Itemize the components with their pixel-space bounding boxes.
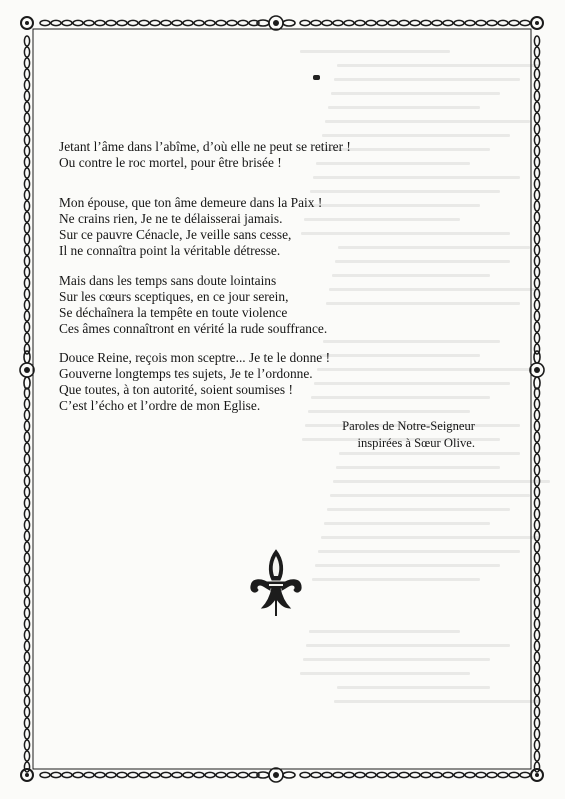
chain-link [24, 432, 29, 442]
chain-link [534, 509, 539, 519]
chain-link [205, 772, 215, 777]
ghost-line [334, 700, 540, 703]
chain-link [24, 311, 29, 321]
chain-link [62, 20, 72, 25]
chain-link [311, 20, 321, 25]
chain-link [24, 333, 29, 343]
ghost-line [330, 494, 530, 497]
medallion-leaf [24, 351, 30, 363]
chain-link [534, 608, 539, 618]
poem-line: Ne crains rien, Je ne te délaisserai jamais. [59, 211, 283, 226]
ghost-line [301, 232, 510, 235]
ghost-line [300, 50, 450, 53]
chain-link [534, 245, 539, 255]
chain-link [534, 69, 539, 79]
chain-link [534, 36, 539, 46]
chain-link [24, 751, 29, 761]
chain-link [227, 772, 237, 777]
ghost-line [327, 508, 510, 511]
chain-link [498, 20, 508, 25]
corner-knot-center [25, 773, 29, 777]
chain-link [24, 47, 29, 57]
chain-link [443, 772, 453, 777]
chain-link [476, 20, 486, 25]
chain-link [355, 20, 365, 25]
chain-link [366, 772, 376, 777]
poem-line: Gouverne longtemps tes sujets, Je te l’ordonne. [59, 366, 313, 381]
chain-link [534, 124, 539, 134]
chain-link [128, 772, 138, 777]
chain-link [216, 772, 226, 777]
chain-link [24, 157, 29, 167]
corner-knot-center [25, 21, 29, 25]
ghost-line [311, 396, 490, 399]
ink-speck [313, 75, 320, 80]
fleur-de-lis-icon [248, 548, 304, 618]
chain-link [534, 102, 539, 112]
chain-link [24, 586, 29, 596]
chain-link [534, 586, 539, 596]
chain-link [24, 179, 29, 189]
chain-link [534, 421, 539, 431]
stanza-2 [59, 195, 322, 259]
chain-link [51, 772, 61, 777]
chain-link [40, 20, 50, 25]
chain-link [534, 718, 539, 728]
chain-link [421, 20, 431, 25]
medallion-leaf [283, 772, 295, 778]
chain-link [238, 20, 248, 25]
chain-link [311, 772, 321, 777]
poem-line: Ces âmes connaîtront en vérité la rude souffrance. [59, 321, 328, 336]
chain-link [377, 772, 387, 777]
ghost-line [325, 120, 530, 123]
chain-link [520, 772, 530, 777]
medallion-leaf [24, 377, 30, 389]
chain-link [117, 772, 127, 777]
ghost-line [309, 630, 460, 633]
ghost-line [312, 578, 480, 581]
chain-link [24, 641, 29, 651]
chain-link [24, 531, 29, 541]
chain-link [24, 190, 29, 200]
chain-link [24, 223, 29, 233]
chain-link [322, 20, 332, 25]
chain-link [534, 630, 539, 640]
chain-link [24, 465, 29, 475]
ghost-line [324, 522, 490, 525]
stanza-3 [59, 273, 327, 337]
chain-link [534, 685, 539, 695]
chain-link [161, 772, 171, 777]
chain-link [24, 762, 29, 772]
chain-link [24, 58, 29, 68]
ghost-line [336, 466, 500, 469]
chain-link [24, 652, 29, 662]
chain-link [73, 20, 83, 25]
ghost-line [303, 658, 490, 661]
chain-link [509, 772, 519, 777]
chain-link [410, 20, 420, 25]
chain-link [24, 498, 29, 508]
chain-link [194, 20, 204, 25]
medallion-center [273, 772, 279, 778]
ghost-line [332, 274, 490, 277]
chain-link [534, 168, 539, 178]
chain-link [534, 740, 539, 750]
chain-link [24, 69, 29, 79]
chain-link [106, 20, 116, 25]
chain-link [24, 718, 29, 728]
poem-line: Ou contre le roc mortel, pour être brisée ! [59, 155, 282, 170]
poem-line: Sur les cœurs sceptiques, en ce jour serein, [59, 289, 289, 304]
chain-link [128, 20, 138, 25]
chain-link [534, 278, 539, 288]
chain-link [24, 520, 29, 530]
chain-link [534, 212, 539, 222]
chain-link [534, 256, 539, 266]
chain-link [24, 245, 29, 255]
poem-line: Que toutes, à ton autorité, soient soumises ! [59, 382, 293, 397]
chain-link [300, 772, 310, 777]
ghost-line [315, 564, 500, 567]
chain-link [534, 762, 539, 772]
chain-link [24, 663, 29, 673]
ghost-line [318, 550, 520, 553]
chain-link [534, 135, 539, 145]
chain-link [24, 729, 29, 739]
chain-link [432, 20, 442, 25]
chain-link [24, 410, 29, 420]
poem-line: Se déchaînera la tempête en toute violence [59, 305, 288, 320]
chain-link [24, 399, 29, 409]
chain-link [117, 20, 127, 25]
chain-link [172, 20, 182, 25]
chain-link [534, 47, 539, 57]
ghost-line [331, 92, 500, 95]
ghost-line [339, 452, 520, 455]
chain-link [24, 212, 29, 222]
chain-link [465, 772, 475, 777]
chain-link [534, 432, 539, 442]
chain-link [454, 20, 464, 25]
chain-link [24, 542, 29, 552]
chain-link [24, 322, 29, 332]
chain-link [534, 146, 539, 156]
chain-link [24, 289, 29, 299]
chain-link [534, 542, 539, 552]
chain-link [520, 20, 530, 25]
chain-link [24, 476, 29, 486]
chain-link [487, 20, 497, 25]
chain-link [183, 772, 193, 777]
ghost-line [314, 382, 510, 385]
chain-link [24, 146, 29, 156]
ghost-line [322, 134, 510, 137]
chain-link [443, 20, 453, 25]
ghost-line [320, 354, 480, 357]
chain-link [24, 740, 29, 750]
chain-link [355, 772, 365, 777]
chain-link [534, 223, 539, 233]
poem-line: Mon épouse, que ton âme demeure dans la Paix ! [59, 195, 323, 210]
medallion-center [273, 20, 279, 26]
chain-link [84, 20, 94, 25]
ghost-line [333, 480, 550, 483]
chain-link [24, 696, 29, 706]
chain-link [24, 509, 29, 519]
chain-link [139, 20, 149, 25]
chain-link [24, 564, 29, 574]
ghost-line [308, 410, 470, 413]
chain-link [534, 454, 539, 464]
chain-link [322, 772, 332, 777]
chain-link [24, 597, 29, 607]
poem-line: Douce Reine, reçois mon sceptre... Je te le donne ! [59, 350, 331, 365]
corner-knot-center [535, 773, 539, 777]
chain-link [534, 465, 539, 475]
chain-link [534, 597, 539, 607]
chain-link [205, 20, 215, 25]
chain-link [24, 113, 29, 123]
ghost-line [310, 190, 500, 193]
chain-link [476, 772, 486, 777]
chain-link [534, 641, 539, 651]
ghost-line [300, 672, 470, 675]
chain-link [95, 20, 105, 25]
chain-link [534, 113, 539, 123]
ghost-line [337, 64, 540, 67]
stanza-1 [59, 139, 351, 171]
chain-link [24, 256, 29, 266]
medallion-leaf [283, 20, 295, 26]
chain-link [534, 190, 539, 200]
chain-link [454, 772, 464, 777]
chain-link [183, 20, 193, 25]
chain-link [238, 772, 248, 777]
chain-link [24, 608, 29, 618]
chain-link [24, 102, 29, 112]
chain-link [534, 498, 539, 508]
poem-line: Sur ce pauvre Cénacle, Je veille sans cesse, [59, 227, 292, 242]
chain-link [534, 333, 539, 343]
chain-link [24, 619, 29, 629]
chain-link [24, 80, 29, 90]
chain-link [24, 630, 29, 640]
chain-link [388, 20, 398, 25]
ghost-line [337, 686, 490, 689]
medallion-center [24, 367, 30, 373]
chain-link [40, 772, 50, 777]
ghost-line [335, 260, 510, 263]
ghost-line [329, 288, 540, 291]
chain-link [366, 20, 376, 25]
chain-link [24, 685, 29, 695]
chain-link [24, 553, 29, 563]
chain-link [432, 772, 442, 777]
chain-link [216, 20, 226, 25]
chain-link [194, 772, 204, 777]
chain-link [534, 520, 539, 530]
ghost-line [304, 218, 460, 221]
chain-link [300, 20, 310, 25]
poem-line: Jetant l’âme dans l’abîme, d’où elle ne peut se retirer ! [59, 139, 351, 154]
chain-link [534, 179, 539, 189]
chain-link [534, 201, 539, 211]
chain-link [24, 454, 29, 464]
chain-link [534, 399, 539, 409]
chain-link [24, 674, 29, 684]
chain-link [534, 443, 539, 453]
chain-link [534, 300, 539, 310]
chain-link [399, 20, 409, 25]
chain-link [161, 20, 171, 25]
chain-link [534, 80, 539, 90]
chain-link [534, 234, 539, 244]
chain-link [24, 168, 29, 178]
chain-link [150, 20, 160, 25]
chain-link [24, 575, 29, 585]
ghost-line [326, 302, 520, 305]
ghost-line [321, 536, 540, 539]
chain-link [534, 91, 539, 101]
medallion-center [534, 367, 540, 373]
chain-link [73, 772, 83, 777]
chain-link [344, 20, 354, 25]
ghost-line [306, 644, 510, 647]
chain-link [24, 135, 29, 145]
chain-link [534, 322, 539, 332]
poem-line: C’est l’écho et l’ordre de mon Eglise. [59, 398, 261, 413]
chain-link [227, 20, 237, 25]
chain-link [377, 20, 387, 25]
chain-link [24, 421, 29, 431]
chain-link [51, 20, 61, 25]
chain-link [24, 707, 29, 717]
chain-link [534, 729, 539, 739]
chain-link [24, 267, 29, 277]
chain-link [534, 619, 539, 629]
corner-knot-center [535, 21, 539, 25]
chain-link [509, 20, 519, 25]
chain-link [399, 772, 409, 777]
chain-link [106, 772, 116, 777]
chain-link [534, 663, 539, 673]
chain-link [421, 772, 431, 777]
chain-link [24, 443, 29, 453]
attribution-line: inspirées à Sœur Olive. [357, 435, 475, 450]
attribution [342, 418, 475, 451]
ghost-line [323, 340, 500, 343]
chain-link [62, 772, 72, 777]
poem-line: Il ne connaîtra point la véritable détresse. [59, 243, 281, 258]
chain-link [465, 20, 475, 25]
ghost-line [313, 176, 520, 179]
chain-link [410, 772, 420, 777]
chain-link [24, 234, 29, 244]
ghost-line [328, 106, 480, 109]
chain-link [172, 772, 182, 777]
chain-link [24, 300, 29, 310]
chain-link [534, 652, 539, 662]
chain-link [24, 201, 29, 211]
chain-link [534, 553, 539, 563]
chain-link [95, 772, 105, 777]
chain-link [24, 278, 29, 288]
chain-link [84, 772, 94, 777]
chain-link [534, 487, 539, 497]
ghost-line [334, 78, 520, 81]
stanza-4 [59, 350, 330, 414]
chain-link [24, 36, 29, 46]
chain-link [534, 751, 539, 761]
medallion-leaf [534, 351, 540, 363]
ghost-line [307, 204, 480, 207]
chain-link [534, 267, 539, 277]
chain-link [139, 772, 149, 777]
chain-link [24, 124, 29, 134]
chain-link [534, 575, 539, 585]
chain-link [534, 707, 539, 717]
chain-link [388, 772, 398, 777]
chain-link [24, 487, 29, 497]
chain-link [534, 311, 539, 321]
chain-link [24, 91, 29, 101]
chain-link [498, 772, 508, 777]
chain-link [534, 564, 539, 574]
chain-link [150, 772, 160, 777]
poem-line: Mais dans les temps sans doute lointains [59, 273, 277, 288]
chain-link [534, 157, 539, 167]
chain-link [534, 410, 539, 420]
chain-link [534, 674, 539, 684]
ghost-line [317, 368, 530, 371]
attribution-line: Paroles de Notre-Seigneur [342, 419, 475, 433]
ghost-line [338, 246, 530, 249]
medallion-leaf [534, 377, 540, 389]
chain-link [333, 20, 343, 25]
chain-link [487, 772, 497, 777]
chain-link [344, 772, 354, 777]
chain-link [333, 772, 343, 777]
